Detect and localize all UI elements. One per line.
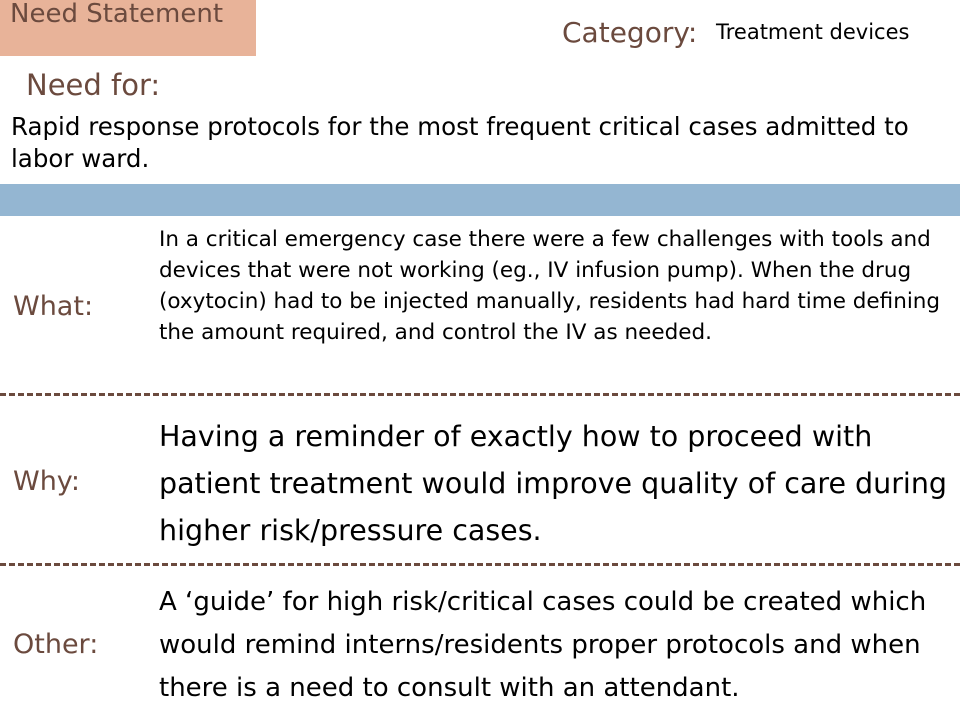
what-label: What:: [13, 291, 94, 322]
why-label: Why:: [13, 466, 80, 497]
other-text: A ‘guide’ for high risk/critical cases could be created which would remind interns/residents proper protocols and when there is a need to consult with an attendant.: [159, 587, 927, 703]
need-statement-badge: [0, 0, 256, 56]
need-for-label: Need for:: [26, 68, 161, 102]
section-divider-band: [0, 184, 960, 216]
dashed-divider: [0, 393, 960, 396]
what-text: In a critical emergency case there were a few challenges with tools and devices that were not working (eg., IV infusion pump). When the drug (oxytocin) had to be injected manually, residents had hard time defining the amount required, and control the IV as needed.: [159, 227, 941, 345]
other-label: Other:: [13, 629, 99, 660]
need-statement-text: Rapid response protocols for the most frequent critical cases admitted to labor ward.: [11, 112, 909, 173]
badge-label: Need Statement: [10, 0, 224, 29]
category-label: Category:: [562, 16, 698, 49]
category-value: Treatment devices: [716, 20, 910, 44]
dashed-divider: [0, 563, 960, 566]
why-text: Having a reminder of exactly how to proceed with patient treatment would improve quality of care during higher risk/pressure cases.: [159, 420, 947, 547]
